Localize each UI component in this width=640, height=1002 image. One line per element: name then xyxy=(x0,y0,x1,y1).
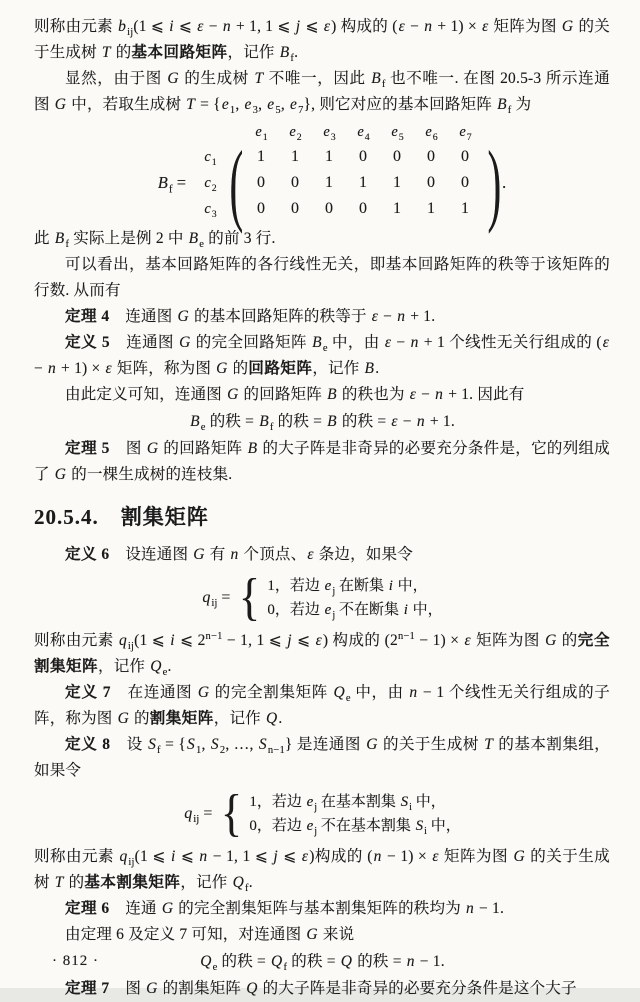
matrix-grid xyxy=(34,121,610,234)
matrix-name: $B_f$ = xyxy=(157,173,186,196)
matrix-cell: 0 xyxy=(291,174,299,191)
matrix-cell: 0 xyxy=(427,174,435,191)
theorem-7: 定理 7 图 G 的割集矩阵 Q 的大子阵是非奇异的必要充分条件是这个大子 xyxy=(65,980,577,997)
matrix-row-label: $c_3$ xyxy=(204,200,217,220)
matrix-cell: 1 xyxy=(325,174,333,191)
matrix-cell: 1 xyxy=(257,148,265,165)
definition-6: 定义 6 设连通图 G 有 n 个顶点、ε 条边，如果令 xyxy=(65,546,413,563)
paragraph-fundamental-cutset-matrix: 则称由元素 $q_{ij}(1$ ⩽ i ⩽ n − 1, 1 ⩽ j ⩽ ε)构成的 (n − 1) × ε 矩阵为图 G 的关于生成树 T 的基本割集矩阵，记作 $Q_f$. xyxy=(34,848,611,895)
equation-lhs: $q_{ij}$ = xyxy=(202,589,231,610)
cutset-rank-equation: $Q_e$ 的秩 = $Q_f$ 的秩 = Q 的秩 = n − 1. xyxy=(200,953,445,974)
left-paren: ( xyxy=(229,132,244,234)
fundamental-cutset-indicator-equation xyxy=(34,785,610,842)
matrix-cell: 1 xyxy=(393,174,401,191)
case-line: 0，若边 $e_j$ 不在基本割集 $S_i$ 中， xyxy=(249,817,461,837)
case-line: 1，若边 $e_j$ 在断集 i 中， xyxy=(267,577,428,597)
matrix-cell: 0 xyxy=(325,200,333,217)
matrix-col-header: $e_3$ xyxy=(323,124,336,143)
matrix-cell: 0 xyxy=(257,200,265,217)
matrix-row-label: $c_2$ xyxy=(204,174,217,194)
matrix-cell: 0 xyxy=(461,148,469,165)
circuit-rank-equation: $B_e$ 的秩 = $B_f$ 的秩 = B 的秩 = ε − n + 1. xyxy=(190,413,455,434)
matrix-cell: 1 xyxy=(291,148,299,165)
paragraph-after-matrix: 此 $B_f$ 实际上是例 2 中 $B_e$ 的前 3 行. xyxy=(34,230,276,251)
matrix-cell: 1 xyxy=(393,200,401,217)
matrix-col-header: $e_5$ xyxy=(391,124,404,143)
definition-7: 定义 7 在连通图 G 的完全割集矩阵 $Q_e$ 中，由 n − 1 个线性无关行组成的子阵，称为图 G 的割集矩阵，记作 Q. xyxy=(34,684,610,727)
definition-5: 定义 5 连通图 G 的完全回路矩阵 $B_e$ 中，由 ε − n + 1 个线性无关行组成的 (ε − n + 1) × ε 矩阵，称为图 G 的回路矩阵，记作 B. xyxy=(34,334,609,377)
page-number: · 812 · xyxy=(52,953,99,969)
matrix-cell: 0 xyxy=(291,200,299,217)
matrix-cell: 0 xyxy=(393,148,401,165)
matrix-period: . xyxy=(502,173,507,192)
case-line: 0，若边 $e_j$ 不在断集 i 中， xyxy=(267,601,443,621)
theorem-4: 定理 4 连通图 G 的基本回路矩阵的秩等于 ε − n + 1. xyxy=(65,308,436,325)
matrix-cell: 0 xyxy=(427,148,435,165)
definition-8: 定义 8 设 $S_f = \{S_1$, $S_2$, …, $S_{n-1}$} 是连通图 G 的关于生成树 T 的基本割集组，如果令 xyxy=(34,736,610,779)
paragraph-complete-cutset-matrix: 则称由元素 $q_{ij}(1$ ⩽ i ⩽ $2^{n-1} - 1$, 1 ⩽ j ⩽ ε) 构成的 $(2^{n-1} - 1) \times \varepsilon$ 矩阵为图 G 的完全割集矩阵，记作 $Q_e$. xyxy=(34,630,610,679)
matrix-cell: 1 xyxy=(325,148,333,165)
matrix-cell: 0 xyxy=(359,200,367,217)
matrix-col-header: $e_7$ xyxy=(459,124,472,143)
matrix-cell: 0 xyxy=(359,148,367,165)
matrix-col-header: $e_1$ xyxy=(255,124,268,143)
matrix-cell: 1 xyxy=(427,200,435,217)
theorem-6: 定理 6 连通 G 的完全割集矩阵与基本割集矩阵的秩均为 n − 1. xyxy=(65,900,505,917)
equation-lhs: $q_{ij}$ = xyxy=(184,805,213,826)
paragraph-from-theorem6: 由定理 6 及定义 7 可知，对连通图 G 来说 xyxy=(65,926,355,943)
cutset-indicator-equation xyxy=(34,569,610,626)
equation-cases xyxy=(267,576,442,621)
theorem-5: 定理 5 图 G 的回路矩阵 B 的大子阵是非奇异的必要充分条件是，它的列组成了 G 的一棵生成树的连枝集. xyxy=(34,440,610,483)
matrix-col-header: $e_2$ xyxy=(289,124,302,143)
matrix-cell: 0 xyxy=(461,174,469,191)
matrix-cell: 1 xyxy=(359,174,367,191)
section-heading-cutset-matrix: 20.5.4. 割集矩阵 xyxy=(34,505,209,529)
right-paren: ) xyxy=(487,132,502,234)
paragraph-spanning-tree-example: 显然，由于图 G 的生成树 T 不唯一，因此 $B_f$ 也不唯一. 在图 20.5-3 所示连通图 G 中，若取生成树 $T = \{e_1$, $e_3$, $e_5$, $e_7$}, 则它对应的基本回路矩阵 $B_f$ 为 xyxy=(34,70,610,117)
matrix-cell: 0 xyxy=(257,174,265,191)
paragraph-basic-circuit-matrix-def: 则称由元素 $b_{ij}(1$ ⩽ i ⩽ ε − n + 1, 1 ⩽ j ⩽ ε) 构成的 (ε − n + 1) × ε 矩阵为图 G 的关于生成树 T 的基本回路矩阵，记作 $B_f$. xyxy=(34,18,610,65)
left-brace-icon: { xyxy=(239,569,261,626)
paragraph-rank-remark: 可以看出，基本回路矩阵的各行线性无关，即基本回路矩阵的秩等于该矩阵的行数. 从而有 xyxy=(34,256,610,299)
matrix-row-label: $c_1$ xyxy=(204,148,217,168)
matrix-cell: 1 xyxy=(461,200,469,217)
case-line: 1，若边 $e_j$ 在基本割集 $S_i$ 中， xyxy=(249,793,446,813)
matrix-col-header: $e_6$ xyxy=(425,124,438,143)
matrix-col-header: $e_4$ xyxy=(357,124,370,143)
paragraph-rank-note: 由此定义可知，连通图 G 的回路矩阵 B 的秩也为 ε − n + 1. 因此有 xyxy=(65,386,525,403)
equation-cases xyxy=(249,792,460,837)
left-brace-icon: { xyxy=(221,785,243,842)
